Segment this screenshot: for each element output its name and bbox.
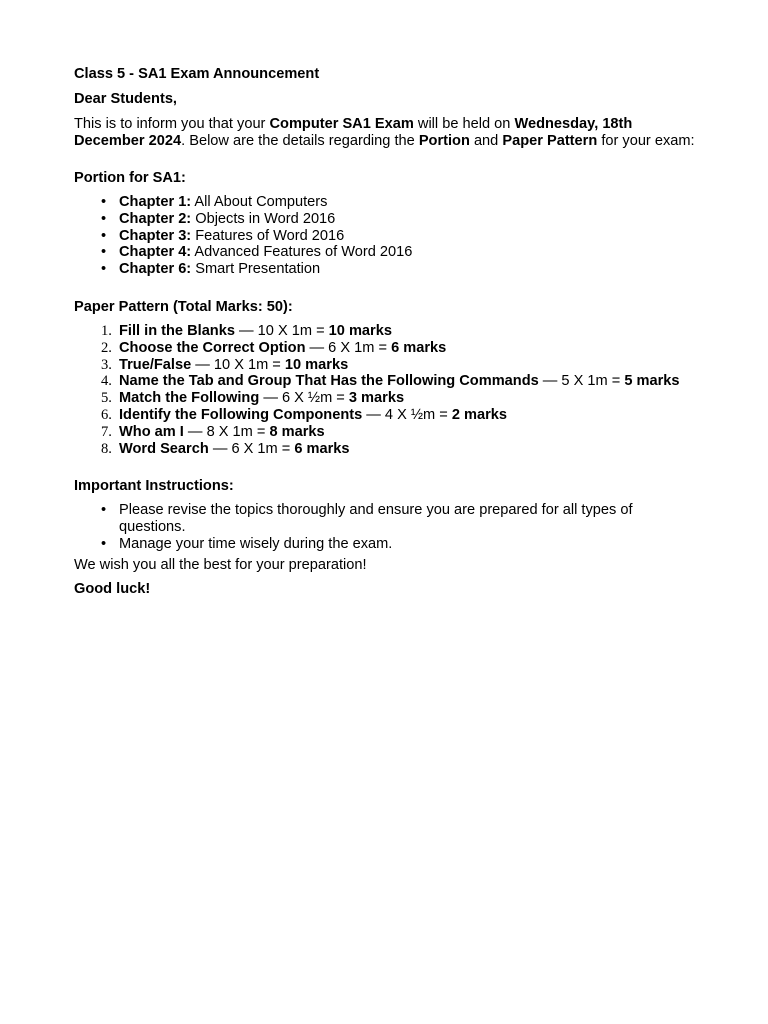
- section-calc: — 10 X 1m =: [234, 322, 329, 339]
- section-marks: 6 marks: [294, 440, 350, 457]
- section-marks: 8 marks: [269, 423, 325, 440]
- section-calc: — 8 X 1m =: [183, 423, 270, 440]
- list-item: [74, 340, 696, 357]
- chapter-title: Advanced Features of Word 2016: [191, 244, 413, 261]
- intro-text: This is to inform you that your: [74, 116, 270, 132]
- item-number: 3.: [101, 356, 112, 373]
- chapter-title: All About Computers: [191, 194, 328, 210]
- section-label: Name the Tab and Group That Has the Following Commands: [119, 373, 539, 390]
- portion-heading: Portion for SA1:: [74, 170, 186, 186]
- section-calc: — 10 X 1m =: [191, 356, 285, 373]
- section-marks: 10 marks: [328, 322, 392, 339]
- item-number: 4.: [101, 373, 112, 390]
- list-item: [74, 228, 696, 245]
- item-number: 7.: [101, 423, 112, 440]
- portion-list: [74, 194, 696, 278]
- list-item: [74, 194, 696, 211]
- chapter-title: Objects in Word 2016: [191, 210, 336, 227]
- list-item: [74, 373, 696, 390]
- section-marks: 6 marks: [391, 339, 447, 356]
- section-calc: — 4 X ½m =: [362, 406, 452, 423]
- instructions-list: [74, 502, 696, 553]
- chapter-label: Chapter 6:: [119, 261, 192, 278]
- announcement-document: [74, 66, 696, 598]
- instructions-heading: Important Instructions:: [74, 478, 234, 495]
- item-number: 1.: [101, 322, 112, 339]
- section-calc: — 6 X 1m =: [305, 339, 392, 356]
- list-item: [74, 211, 696, 228]
- section-label: Who am I: [119, 423, 184, 440]
- section-label: Identify the Following Components: [119, 406, 363, 423]
- section-calc: — 5 X 1m =: [538, 373, 625, 390]
- item-number: 8.: [101, 440, 112, 457]
- section-marks: 10 marks: [284, 356, 349, 373]
- intro-portion-term: Portion: [418, 132, 470, 149]
- list-item: [74, 244, 696, 261]
- signoff-text: Good luck!: [74, 581, 151, 598]
- chapter-label: Chapter 2:: [119, 210, 192, 227]
- intro-text: . Below are the details regarding the: [181, 132, 419, 149]
- list-item: [74, 424, 696, 441]
- list-item: [74, 441, 696, 458]
- paper-pattern-list: [74, 323, 696, 457]
- section-marks: 5 marks: [624, 373, 680, 390]
- list-item: [74, 323, 696, 340]
- chapter-label: Chapter 1:: [119, 194, 192, 210]
- item-number: 5.: [101, 390, 112, 407]
- section-calc: — 6 X 1m =: [208, 440, 295, 457]
- intro-text: for your exam:: [597, 132, 695, 149]
- list-item: • Please revise the topics thoroughly and ensure you are prepared for all types of questions.: [74, 502, 696, 536]
- section-marks: 2 marks: [451, 406, 508, 423]
- section-label: Match the Following: [119, 390, 260, 407]
- chapter-label: Chapter 4:: [119, 244, 192, 261]
- list-item: [74, 407, 696, 424]
- list-item: [74, 390, 696, 407]
- section-label: True/False: [119, 356, 192, 373]
- intro-text: will be held on: [413, 116, 515, 132]
- item-number: 2.: [101, 339, 112, 356]
- intro-pattern-term: Paper Pattern: [502, 132, 598, 149]
- intro-exam-name: Computer SA1 Exam: [269, 116, 414, 132]
- chapter-title: Features of Word 2016: [191, 227, 345, 244]
- greeting: Dear Students,: [74, 91, 177, 107]
- intro-paragraph: [74, 116, 696, 149]
- section-label: Choose the Correct Option: [119, 339, 306, 356]
- list-item: • Manage your time wisely during the exam.: [74, 536, 696, 553]
- chapter-title: Smart Presentation: [191, 261, 321, 278]
- closing-text: We wish you all the best for your preparation!: [74, 557, 367, 574]
- intro-text: and: [469, 132, 503, 149]
- paper-pattern-heading: Paper Pattern (Total Marks: 50):: [74, 298, 293, 315]
- list-item: [74, 357, 696, 374]
- item-number: 6.: [101, 406, 112, 423]
- section-marks: 3 marks: [348, 390, 405, 407]
- intro-exam-date: Wednesday, 18th December 2024: [74, 116, 633, 149]
- list-item: [74, 261, 696, 278]
- document-title: Class 5 - SA1 Exam Announcement: [74, 66, 320, 82]
- section-calc: — 6 X ½m =: [259, 390, 349, 407]
- section-label: Fill in the Blanks: [119, 322, 235, 339]
- section-label: Word Search: [119, 440, 209, 457]
- chapter-label: Chapter 3:: [119, 227, 192, 244]
